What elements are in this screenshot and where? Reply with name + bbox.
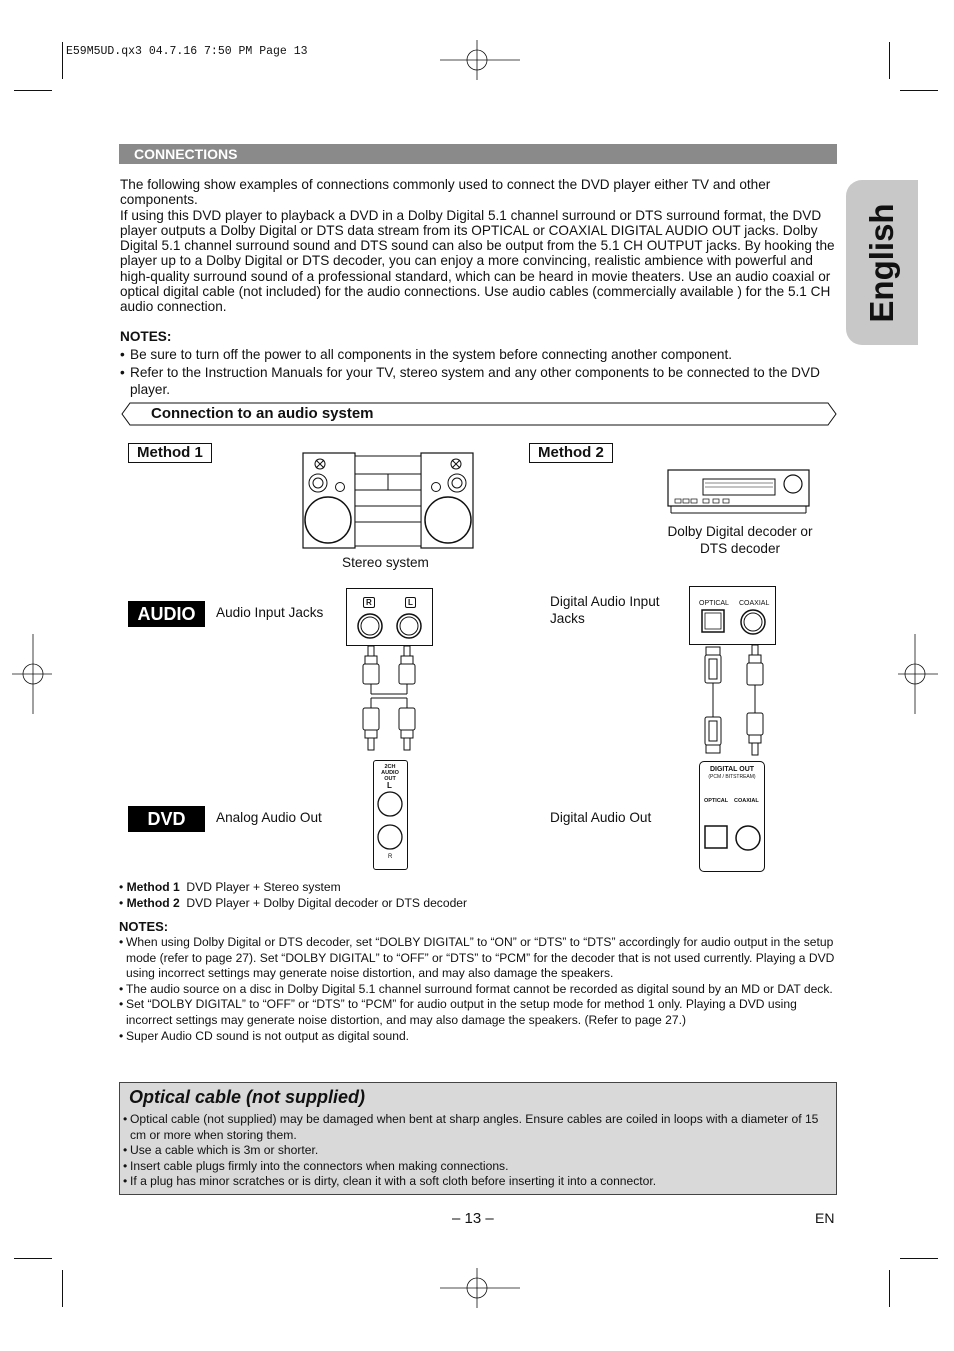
method-line: • Method 1 DVD Player + Stereo system	[119, 880, 341, 894]
digital-cable-icon	[700, 645, 770, 757]
dvd-optical-label: OPTICAL	[704, 798, 729, 804]
intro-paragraph: The following show examples of connections commonly used to connect the DVD player either TV and other components.	[120, 177, 771, 208]
jack-r-label: R	[363, 597, 375, 608]
digital-jacks-icon	[690, 587, 775, 644]
section-title: CONNECTIONS	[134, 146, 238, 162]
digital-audio-input-label: Digital Audio Input Jacks	[550, 594, 660, 626]
note-item: • When using Dolby Digital or DTS decoder, set “DOLBY DIGITAL” to “ON” or “DTS” to “DTS” accordingly for audio output in the setup mode (refer to page 27). Set “DOLBY DIGITAL” to “OFF” or “DTS” to “PCM” for the decoder that is not used currently. Playing a DVD using incorrect settings may generate noise distortion, and may also damage the speakers.	[119, 935, 835, 982]
digital-audio-out-label: Digital Audio Out	[550, 810, 652, 825]
rca-cable-icon	[360, 646, 420, 758]
audio-tag: AUDIO	[128, 601, 205, 627]
optical-cable-box	[119, 1082, 837, 1195]
crop-mark	[62, 1270, 63, 1307]
dvd-out-l-label: L	[387, 781, 392, 790]
notes-block-2	[119, 919, 835, 1044]
audio-input-jacks-label: Audio Input Jacks	[216, 605, 324, 620]
rca-jacks-icon	[347, 589, 432, 645]
registration-mark	[12, 634, 52, 714]
dvd-digital-jacks-icon	[700, 762, 764, 871]
dvd-analog-out-panel	[373, 760, 408, 870]
intro-text	[120, 177, 836, 315]
coaxial-label: COAXIAL	[739, 600, 770, 607]
note-item: • Super Audio CD sound is not output as digital sound.	[119, 1029, 835, 1045]
optical-title: Optical cable (not supplied)	[129, 1087, 366, 1107]
registration-mark	[440, 1268, 520, 1308]
method-desc: DVD Player + Dolby Digital decoder or DTS decoder	[186, 895, 468, 910]
digital-out-title: DIGITAL OUT	[709, 766, 755, 773]
analog-audio-out-label: Analog Audio Out	[216, 810, 322, 825]
dvd-out-jacks-icon	[374, 761, 407, 869]
jack-l-label: L	[405, 597, 416, 608]
notes-heading: NOTES:	[119, 919, 169, 934]
method-2-label: Method 2	[529, 443, 613, 463]
audio-input-panel	[346, 588, 433, 646]
method-name: Method 2	[126, 895, 180, 910]
dvd-out-title: 2CH AUDIO OUT	[381, 764, 399, 782]
crop-mark	[900, 1258, 938, 1259]
crop-mark	[14, 90, 52, 91]
note-item: • Set “DOLBY DIGITAL” to “OFF” or “DTS” to “PCM” for audio output in the setup mode for method 1 only. Playing a DVD using incorrect settings may generate noise distortion, and may also damage the speakers. (Refer to page 27.)	[119, 997, 835, 1028]
file-info: E59M5UD.qx3 04.7.16 7:50 PM Page 13	[66, 45, 308, 58]
method-desc: DVD Player + Stereo system	[186, 880, 341, 894]
notes-block	[120, 329, 836, 398]
intro-paragraph: If using this DVD player to playback a DVD in a Dolby Digital 5.1 channel surround or DTS surround format, the DVD player outputs a Dolby Digital or DTS data stream from its OPTICAL or COAXIAL DIGITAL AUDIO OUT jacks. Dolby Digital 5.1 channel surround sound and DTS sound can also be output from the 5.1 CH OUTPUT jacks. By hooking the player up to a Dolby Digital or DTS decoder, you can enjoy a more convincing, realistic ambience with powerful and high-quality surround sound of a professional standard, which can be heard in movie theaters. Use an audio coaxial or optical digital cable (not included) for the audio connections. Use audio cables (commercially available ) for the 5.1 CH audio connection.	[120, 207, 835, 315]
decoder-icon	[667, 469, 811, 515]
dvd-tag: DVD	[128, 806, 205, 832]
dvd-digital-out-panel	[699, 761, 765, 872]
crop-mark	[62, 42, 63, 79]
optical-item: • If a plug has minor scratches or is dirty, clean it with a soft cloth before inserting it into a connector.	[123, 1174, 829, 1190]
method-name: Method 1	[126, 880, 180, 894]
language-tab	[846, 180, 918, 345]
method-line: • Method 2 DVD Player + Dolby Digital decoder or DTS decoder	[119, 895, 468, 910]
notes-heading: NOTES:	[120, 329, 172, 344]
digital-out-subtitle: (PCM / BITSTREAM)	[708, 774, 756, 780]
optical-item: • Insert cable plugs firmly into the connectors when making connections.	[123, 1159, 829, 1175]
stereo-system-icon	[302, 452, 475, 550]
stereo-system-label: Stereo system	[342, 555, 429, 570]
crop-mark	[889, 1270, 890, 1307]
registration-mark	[898, 634, 938, 714]
language-code: EN	[815, 1210, 835, 1226]
optical-item: • Use a cable which is 3m or shorter.	[123, 1143, 829, 1159]
registration-mark	[440, 40, 520, 80]
optical-label: OPTICAL	[699, 600, 729, 607]
page-number: – 13 –	[452, 1210, 494, 1227]
dvd-out-r-label: R	[388, 854, 393, 860]
crop-mark	[900, 90, 938, 91]
dvd-coaxial-label: COAXIAL	[734, 798, 759, 804]
banner-title: Connection to an audio system	[151, 405, 374, 422]
language-tab-label: English	[863, 202, 900, 323]
optical-item: • Optical cable (not supplied) may be damaged when bent at sharp angles. Ensure cables are coiled in loops with a diameter of 15 cm or more when storing them.	[123, 1112, 829, 1143]
digital-input-panel	[689, 586, 776, 645]
crop-mark	[14, 1258, 52, 1259]
note-item: • The audio source on a disc in Dolby Digital 5.1 channel surround format cannot be recorded as digital sound by an MD or DAT deck.	[119, 982, 835, 998]
section-bar	[119, 144, 837, 164]
note-item: • Be sure to turn off the power to all components in the system before connecting another component.	[120, 346, 836, 363]
method-1-label: Method 1	[128, 443, 212, 463]
decoder-label: Dolby Digital decoder or DTS decoder	[667, 524, 813, 556]
note-item: • Refer to the Instruction Manuals for your TV, stereo system and any other components to be connected to the DVD player.	[120, 364, 836, 398]
method-list	[119, 880, 467, 911]
crop-mark	[889, 42, 890, 79]
